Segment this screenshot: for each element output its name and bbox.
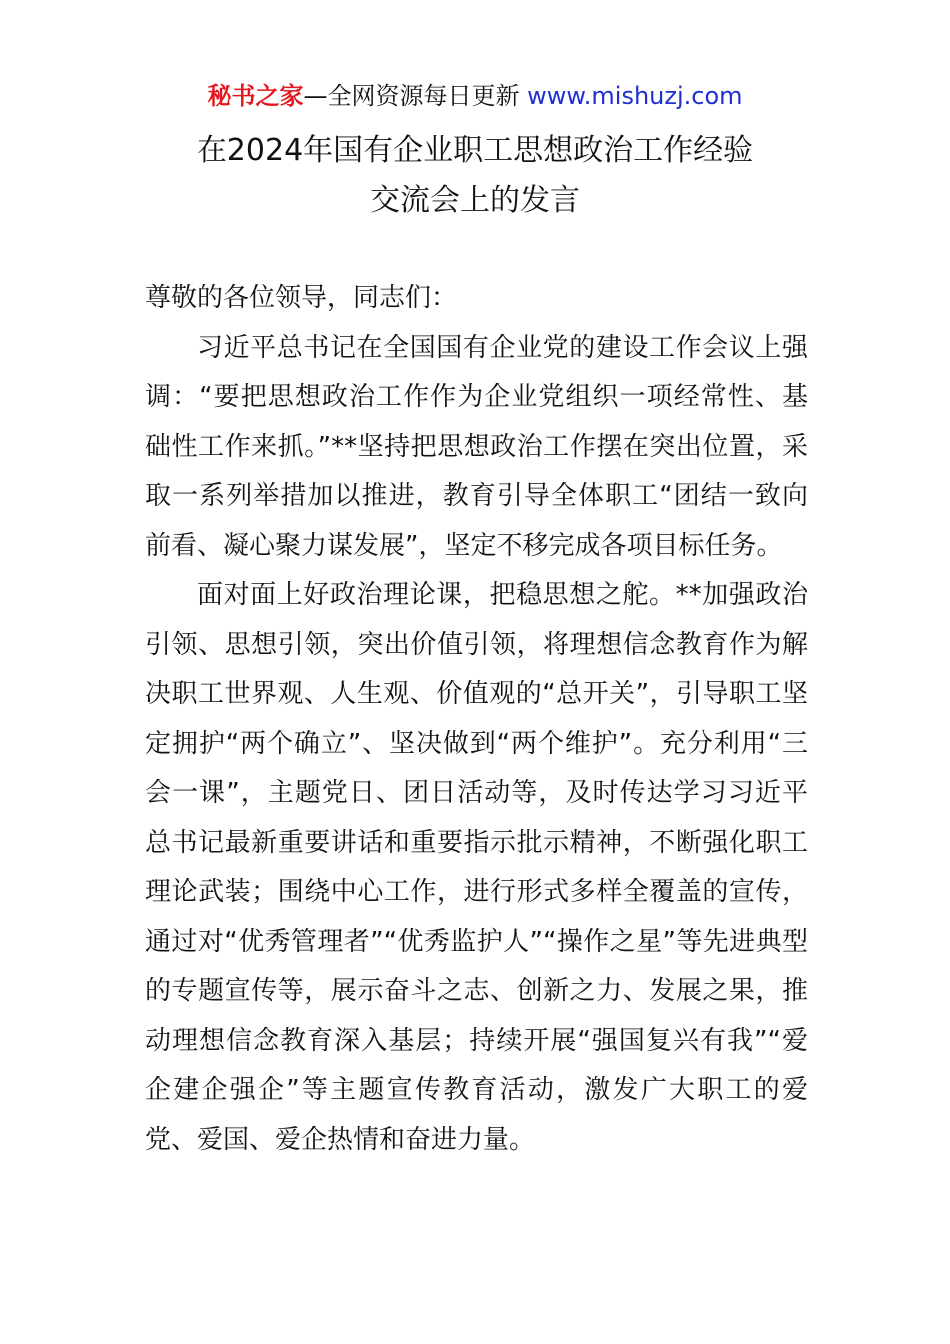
site-header: [0, 80, 950, 112]
paragraph: 习近平总书记在全国国有企业党的建设工作会议上强调：“要把思想政治工作作为企业党组织一项经常性、基础性工作来抓。”**坚持把思想政治工作摆在突出位置，采取一系列举措加以推进，教育引导全体职工“团结一致向前看、凝心聚力谋发展”，坚定不移完成各项目标任务。: [145, 332, 808, 561]
salutation: 尊敬的各位领导，同志们：: [145, 283, 458, 313]
title-line-2: 交流会上的发言: [370, 183, 580, 218]
site-url-link[interactable]: www.mishuzj.com: [527, 82, 743, 110]
brand-name: 秘书之家: [207, 82, 304, 110]
document-body: [145, 274, 808, 1165]
paragraph: 面对面上好政治理论课，把稳思想之舵。**加强政治引领、思想引领，突出价值引领，将理想信念教育作为解决职工世界观、人生观、价值观的“总开关”，引导职工坚定拥护“两个确立”、坚决做到“两个维护”。充分利用“三会一课”，主题党日、团日活动等，及时传达学习习近平总书记最新重要讲话和重要指示批示精神，不断强化职工理论武装；围绕中心工作，进行形式多样全覆盖的宣传，通过对“优秀管理者”“优秀监护人”“操作之星”等先进典型的专题宣传等，展示奋斗之志、创新之力、发展之果，推动理想信念教育深入基层；持续开展“强国复兴有我”“爱企建企强企”等主题宣传教育活动，激发广大职工的爱党、爱国、爱企热情和奋进力量。: [145, 580, 808, 1155]
document-title: [0, 126, 950, 226]
title-line-1: 在2024年国有企业职工思想政治工作经验: [196, 133, 754, 168]
header-tagline: —全网资源每日更新: [303, 82, 520, 110]
